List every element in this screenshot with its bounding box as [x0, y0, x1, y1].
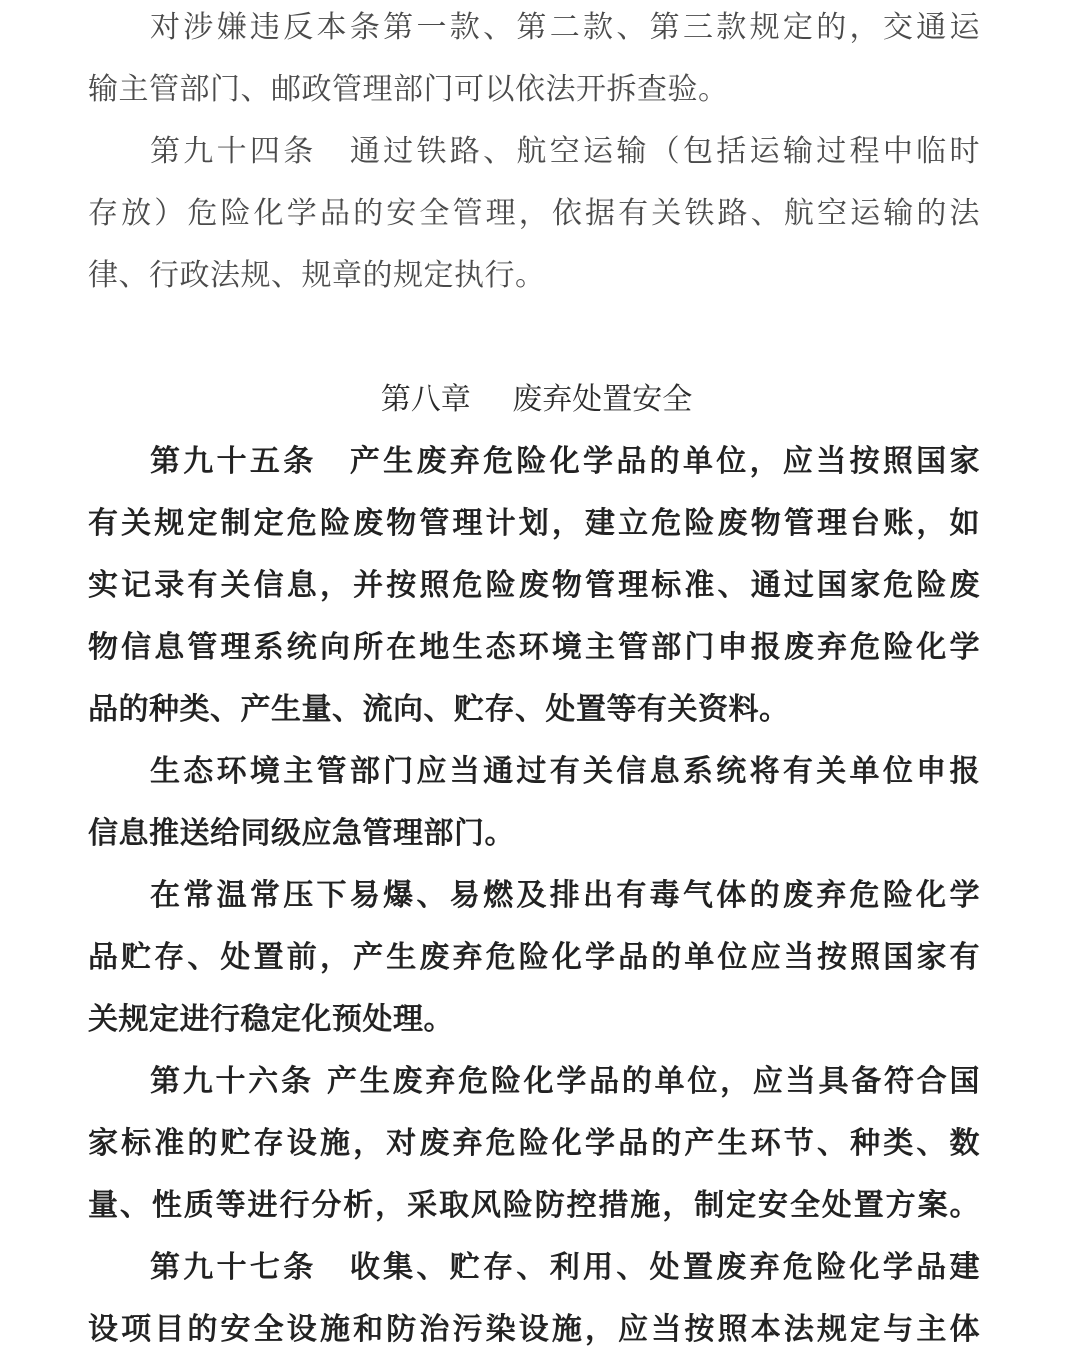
- text-line: 有关规定制定危险废物管理计划，建立危险废物管理台账，如: [88, 506, 980, 541]
- chapter-heading: [0, 377, 1073, 423]
- text-line: 家标准的贮存设施，对废弃危险化学品的产生环节、种类、数: [88, 1126, 980, 1161]
- text-line: 设项目的安全设施和防治污染设施，应当按照本法规定与主体: [88, 1312, 980, 1347]
- article-96-line: 第九十六条 产生废弃危险化学品的单位，应当具备符合国: [150, 1064, 980, 1099]
- article-95-line: 第九十五条 产生废弃危险化学品的单位，应当按照国家: [150, 444, 980, 479]
- text-line: 存放）危险化学品的安全管理，依据有关铁路、航空运输的法: [88, 196, 980, 231]
- text-line: 品贮存、处置前，产生废弃危险化学品的单位应当按照国家有: [88, 940, 980, 975]
- text-line: 实记录有关信息，并按照危险废物管理标准、通过国家危险废: [88, 568, 980, 603]
- chapter-number: 第八章: [380, 382, 471, 417]
- text-line: 物信息管理系统向所在地生态环境主管部门申报废弃危险化学: [88, 630, 980, 665]
- article-94-line: 第九十四条 通过铁路、航空运输（包括运输过程中临时: [150, 134, 980, 169]
- chapter-title: 废弃处置安全: [512, 382, 693, 417]
- text-line: 品的种类、产生量、流向、贮存、处置等有关资料。: [88, 692, 790, 727]
- text-line: 输主管部门、邮政管理部门可以依法开拆查验。: [88, 72, 729, 107]
- text-line: 关规定进行稳定化预处理。: [88, 1002, 454, 1037]
- text-line: 生态环境主管部门应当通过有关信息系统将有关单位申报: [150, 754, 980, 789]
- text-line: 在常温常压下易爆、易燃及排出有毒气体的废弃危险化学: [150, 878, 980, 913]
- text-line: 律、行政法规、规章的规定执行。: [88, 258, 546, 293]
- text-line: 量、性质等进行分析，采取风险防控措施，制定安全处置方案。: [88, 1188, 980, 1223]
- text-line: 对涉嫌违反本条第一款、第二款、第三款规定的，交通运: [150, 10, 980, 45]
- text-line: 信息推送给同级应急管理部门。: [88, 816, 515, 851]
- article-97-line: 第九十七条 收集、贮存、利用、处置废弃危险化学品建: [150, 1250, 980, 1285]
